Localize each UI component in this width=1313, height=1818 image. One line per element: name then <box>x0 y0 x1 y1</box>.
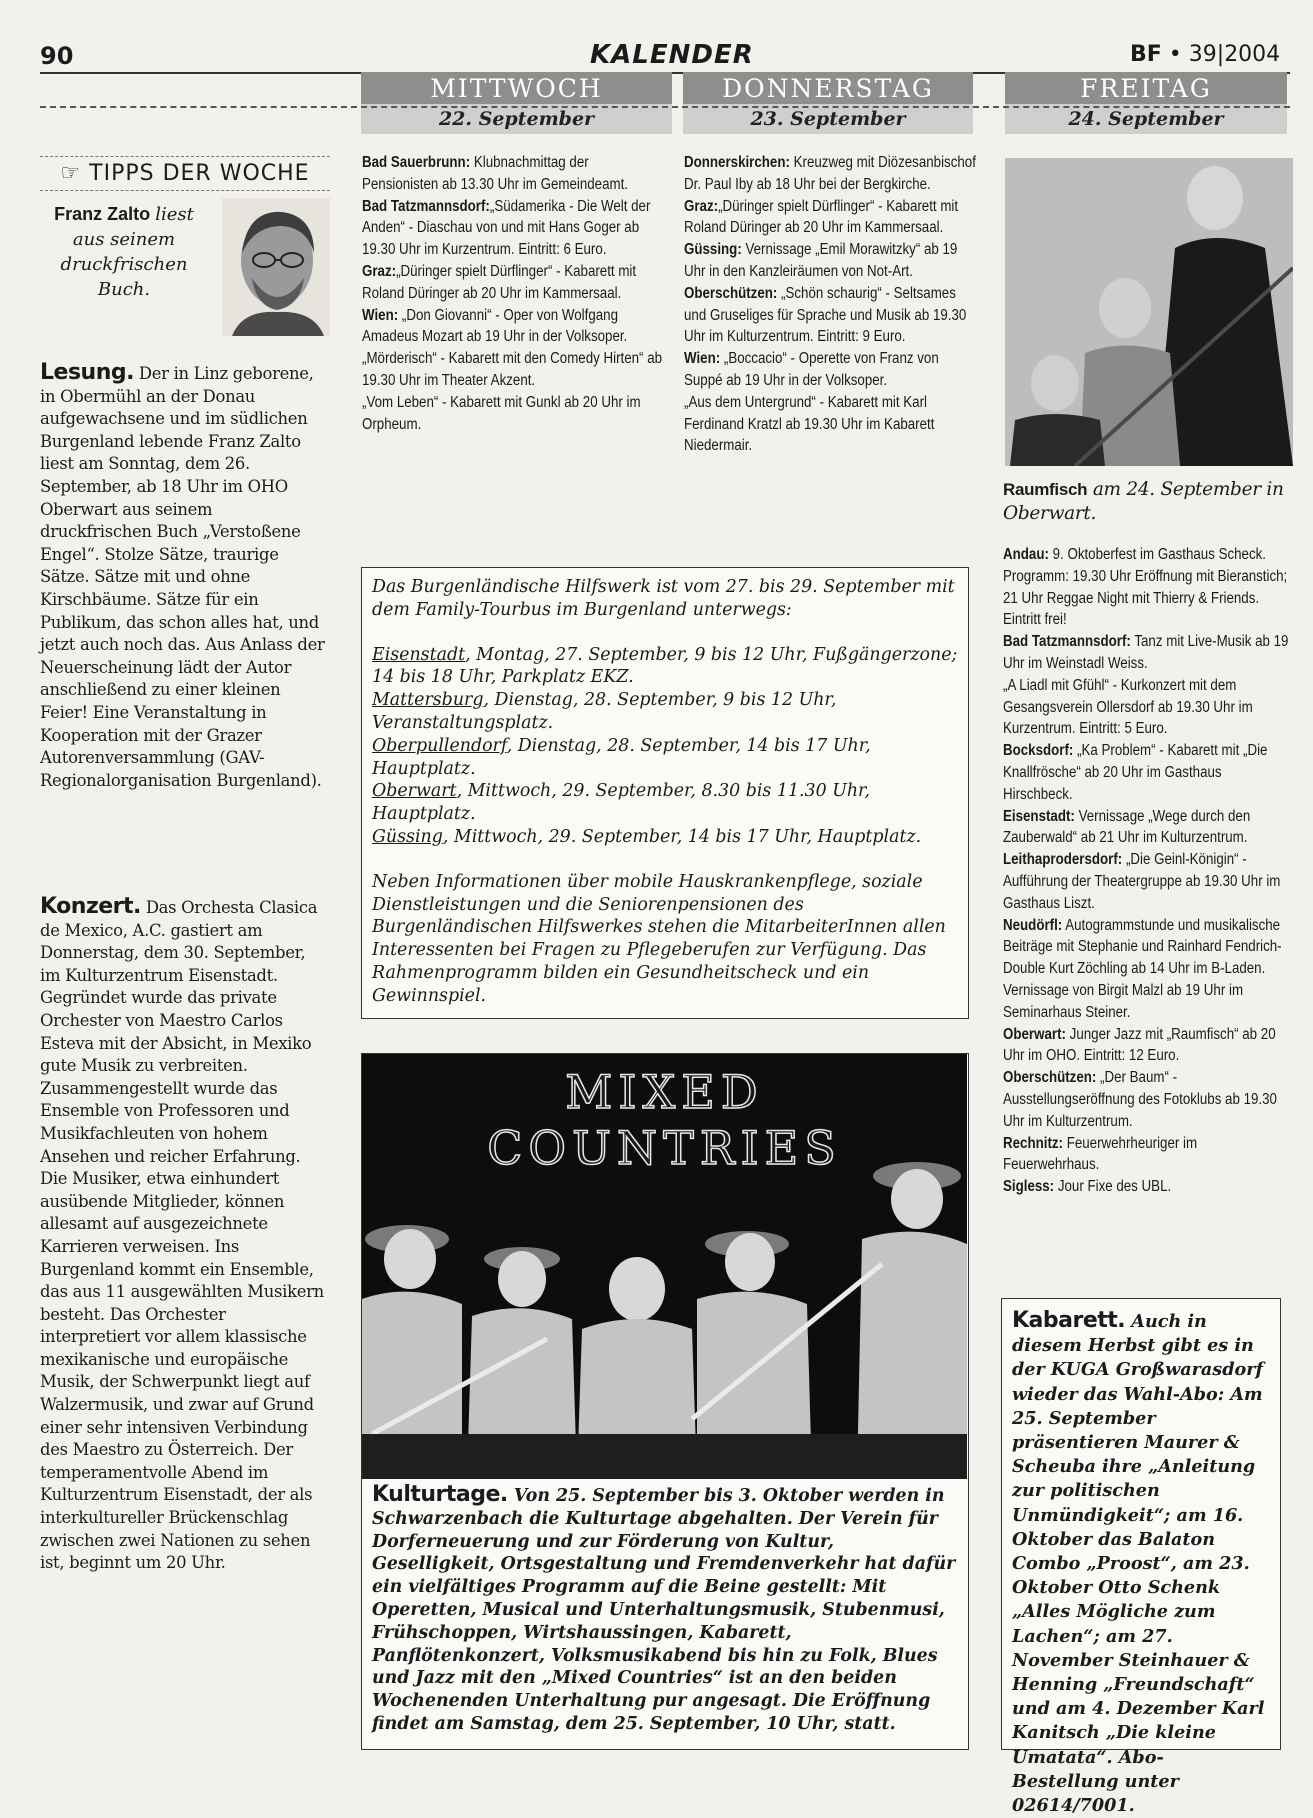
stop-place: Güssing <box>372 826 443 847</box>
event-place: Bad Tatzmannsdorf: <box>1003 633 1131 651</box>
event-place: Oberwart: <box>1003 1025 1066 1043</box>
event-place: Oberschützen: <box>1003 1069 1097 1087</box>
event-text: „A Liadl mit Gfühl“ - Kurkonzert mit dem Gesangsverein Ollersdorf ab 19.30 Uhr im Kurzentrum. Eintritt: 5 Euro. <box>1003 676 1253 738</box>
lesung-keyword: Lesung. <box>40 360 134 385</box>
event-text: Jour Fixe des UBL. <box>1057 1178 1172 1196</box>
kulturtage-article <box>372 1484 957 1736</box>
event-place: Rechnitz: <box>1003 1134 1063 1152</box>
event-entry <box>684 392 976 457</box>
event-place: Leithaprodersdorf: <box>1003 851 1123 869</box>
hilfswerk-box <box>361 567 969 1019</box>
event-place: Andau: <box>1003 546 1049 563</box>
event-place: Oberschützen: <box>684 284 778 302</box>
event-text: „Düringer spielt Dürflinger“ - Kabarett mit Roland Düringer ab 20 Uhr im Kammersaal. <box>362 262 637 302</box>
event-entry <box>1003 806 1294 850</box>
section-title: KALENDER <box>590 40 754 70</box>
kabarett-box <box>1001 1298 1281 1817</box>
hilfswerk-stop <box>372 780 958 826</box>
event-place: Wien: <box>684 350 721 368</box>
hilfswerk-intro: Das Burgenländische Hilfswerk ist vom 27. bis 29. September mit dem Family-Tourbus im Burgenland unterwegs: <box>372 577 955 620</box>
event-entry <box>1003 740 1294 805</box>
lesung-text: Der in Linz geborene, in Obermühl an der Donau aufgewachsene und im südlichen Burgenland lebende Franz Zalto liest am Sonntag, dem 26. September, ab 18 Uhr im OHO Oberwart aus seinem druckfrischen Buch „Verstoßene Engel“. Stolze Sätze, traurige Sätze. Sätze mit und ohne Kirschbäume. Sätze für ein Publikum, das schon alles hat, und jetzt auch noch das. Aus Anlass der Neuerscheinung lädt der Autor anschließend zu einer kleinen Feier! Eine Veranstaltung in Kooperation mit der Grazer Autorenversammlung (GAV-Regionalorganisation Burgenland). <box>40 364 325 790</box>
event-place: Wien: <box>362 306 399 324</box>
stop-text: , Dienstag, 28. September, 14 bis 17 Uhr, Hauptplatz. <box>372 735 871 779</box>
event-text: „Südamerika - Die Welt der Anden“ - Diaschau von und mit Hans Goger ab 19.30 Uhr im Kurzentrum. Eintritt: 6 Euro. <box>362 197 651 259</box>
separator: • <box>1168 42 1182 67</box>
event-text: „Aus dem Untergrund“ - Kabarett mit Karl Ferdinand Kratzl ab 19.30 Uhr im Kabarett Niedermair. <box>684 393 935 455</box>
day-header-mittwoch <box>361 72 672 134</box>
event-entry <box>362 196 663 261</box>
event-place: Donnerskirchen: <box>684 154 790 171</box>
issue-info <box>1130 42 1280 67</box>
hilfswerk-stop <box>372 689 958 735</box>
logo-line-1: MIXED <box>565 1065 764 1119</box>
event-text: „Der Baum“ - Ausstellungseröffnung des Fotoklubs ab 19.30 Uhr im Kulturzentrum. <box>1003 1069 1277 1130</box>
stop-place: Oberpullendorf <box>372 735 507 756</box>
freitag-listings <box>1003 544 1294 1198</box>
event-entry <box>684 196 976 240</box>
event-text: Feuerwehrheuriger im Feuerwehrhaus. <box>1003 1134 1198 1174</box>
event-text: „Vom Leben“ - Kabarett mit Gunkl ab 20 Uhr im Orpheum. <box>362 393 641 433</box>
event-entry <box>1003 544 1294 631</box>
event-entry <box>362 392 663 436</box>
zalto-caption <box>40 202 208 302</box>
event-place: Sigless: <box>1003 1178 1055 1196</box>
stop-text: , Dienstag, 28. September, 9 bis 12 Uhr, Veranstaltungsplatz. <box>372 690 837 733</box>
hilfswerk-stop <box>372 644 958 690</box>
event-text: „Düringer spielt Dürflinger“ - Kabarett mit Roland Düringer ab 20 Uhr im Kammersaal. <box>684 197 959 237</box>
stop-text: , Mittwoch, 29. September, 8.30 bis 11.30 Uhr, Hauptplatz. <box>372 781 870 825</box>
raumfisch-caption-text: am 24. September in Oberwart. <box>1003 479 1284 524</box>
event-text: Junger Jazz mit „Raumfisch“ ab 20 Uhr im OHO. Eintritt: 12 Euro. <box>1003 1025 1276 1065</box>
event-text: „Mörderisch“ - Kabarett mit den Comedy Hirten“ ab 19.30 Uhr im Theater Akzent. <box>362 350 663 389</box>
tipps-header <box>40 156 330 191</box>
event-place: Bad Tatzmannsdorf: <box>362 197 490 215</box>
stop-place: Mattersburg <box>372 690 484 711</box>
zalto-portrait <box>222 198 330 336</box>
weekday-label: MITTWOCH <box>430 74 603 103</box>
event-entry <box>1003 631 1294 675</box>
event-text: 9. Oktoberfest im Gasthaus Scheck. Programm: 19.30 Uhr Eröffnung mit Bieranstich; 21 Uhr Reggae Night mit Thierry & Friends. Eintritt frei! <box>1003 546 1288 629</box>
event-entry <box>1003 980 1294 1024</box>
weekday-label: FREITAG <box>1080 74 1212 103</box>
event-entry <box>362 305 663 349</box>
event-entry <box>1003 675 1294 740</box>
event-text: Kreuzweg mit Diözesanbischof Dr. Paul Iby ab 18 Uhr bei der Bergkirche. <box>684 154 976 193</box>
raumfisch-photo <box>1005 158 1293 466</box>
event-entry <box>684 239 976 283</box>
zalto-caption-text: liest aus seinem druckfrischen Buch. <box>60 204 194 300</box>
kabarett-text: Auch in diesem Herbst gibt es in der KUGA Großwarasdorf wieder das Wahl-Abo: Am 25. September präsentieren Maurer & Scheuba ihre „Anleitung zur politischen Unmündigkeit“; am 16. Oktober das Balaton Combo „Proost“, am 23. Oktober Otto Schenk „Alles Mögliche zum Lachen“; am 27. November Steinhauer & Henning „Freundschaft“ und am 4. Dezember Karl Kanitsch „Die kleine Umatata“. Abo-Bestellung unter 02614/7001. <box>1012 1311 1265 1817</box>
event-entry <box>1003 915 1294 980</box>
konzert-article <box>40 896 327 1575</box>
kabarett-keyword: Kabarett. <box>1012 1308 1126 1333</box>
stop-place: Eisenstadt <box>372 644 466 665</box>
band-illustration <box>362 1054 967 1479</box>
event-place: Graz: <box>362 262 397 280</box>
event-entry <box>684 283 976 348</box>
logo-line-2: COUNTRIES <box>487 1121 842 1175</box>
issue-number: 39|2004 <box>1188 42 1281 67</box>
hilfswerk-outro: Neben Informationen über mobile Hauskrankenpflege, soziale Dienstleistungen und die Seniorenpensionen des Burgenländischen Hilfswerkes stehen die MitarbeiterInnen allen Interessenten bei Fragen zu Pflegeberufen zur Verfügung. Das Rahmenprogramm bilden ein Gesundheitscheck und ein Gewinnspiel. <box>372 871 946 1006</box>
lesung-article <box>40 362 327 792</box>
event-entry <box>684 348 976 392</box>
event-entry <box>362 261 663 305</box>
hilfswerk-stop <box>372 826 958 849</box>
mittwoch-listings <box>362 152 663 435</box>
date-label: 23. September <box>683 104 973 134</box>
band-photo <box>362 1054 967 1479</box>
event-entry <box>362 152 663 196</box>
event-entry <box>684 152 976 196</box>
event-text: Vernissage „Emil Morawitzky“ ab 19 Uhr in den Kanzleiräumen von Not-Art. <box>684 241 958 280</box>
pointing-hand-icon: ☞ <box>60 161 82 186</box>
event-entry <box>1003 1133 1294 1177</box>
magazine-name: BF <box>1130 42 1162 67</box>
page-number: 90 <box>40 42 74 70</box>
tipps-title: TIPPS DER WOCHE <box>89 161 310 186</box>
konzert-text: Das Orchesta Clasica de Mexico, A.C. gastiert am Donnerstag, dem 30. September, im Kulturzentrum Eisenstadt. Gegründet wurde das private Orchester von Maestro Carlos Esteva mit der Absicht, in Mexiko gute Musik zu verbreiten. Zusammengestellt wurde das Ensemble von Professoren und Musikfachleuten von hohem Ansehen und reicher Erfahrung. Die Musiker, etwa einhundert ausübende Mitglieder, können allesamt auf ausgezeichnete Karrieren verweisen. Ins Burgenland kommt ein Ensemble, das aus 11 ausgewählten Musikern besteht. Das Orchester interpretiert vor allem klassische mexikanische und europäische Musik, der Schwerpunkt liegt auf Walzermusik, und zwar auf Grund einer sehr intensiven Verbindung des Maestro zu Österreich. Der temperamentvolle Abend im Kulturzentrum Eisenstadt, der als interkultureller Brückenschlag zwischen zwei Nationen zu sehen ist, beginnt um 20 Uhr. <box>40 898 324 1573</box>
day-header-freitag <box>1005 72 1287 134</box>
event-text: Klubnachmittag der Pensionisten ab 13.30 Uhr im Gemeindeamt. <box>362 154 629 193</box>
event-place: Neudörfl: <box>1003 916 1063 934</box>
event-entry <box>1003 849 1294 914</box>
date-label: 24. September <box>1005 104 1287 134</box>
raumfisch-caption <box>1003 478 1293 526</box>
event-entry <box>1003 1176 1294 1198</box>
event-entry <box>1003 1024 1294 1068</box>
event-place: Bad Sauerbrunn: <box>362 154 471 171</box>
event-text: „Boccacio“ - Operette von Franz von Suppé ab 19 Uhr in der Volksoper. <box>684 350 939 389</box>
event-place: Graz: <box>684 197 719 215</box>
kulturtage-keyword: Kulturtage. <box>372 1482 508 1507</box>
header-dashed-rule <box>40 106 1290 108</box>
event-text: „Don Giovanni“ - Oper von Wolfgang Amadeus Mozart ab 19 Uhr in der Volksoper. <box>362 306 628 346</box>
event-text: „Ka Problem“ - Kabarett mit „Die Knallfrösche“ ab 20 Uhr im Gasthaus Hirschbeck. <box>1003 742 1268 803</box>
event-text: „Die Geinl-Königin“ - Aufführung der Theatergruppe ab 19.30 Uhr im Gasthaus Liszt. <box>1003 851 1281 912</box>
stop-text: , Mittwoch, 29. September, 14 bis 17 Uhr, Hauptplatz. <box>442 826 922 847</box>
weekday-label: DONNERSTAG <box>722 74 934 103</box>
donnerstag-listings <box>684 152 976 457</box>
konzert-keyword: Konzert. <box>40 894 141 919</box>
hilfswerk-stop <box>372 735 958 781</box>
event-place: Eisenstadt: <box>1003 807 1075 825</box>
event-text: Tanz mit Live-Musik ab 19 Uhr im Weinstadl Weiss. <box>1003 633 1289 672</box>
event-text: Vernissage von Birgit Malzl ab 19 Uhr im Seminarhaus Steiner. <box>1003 981 1244 1021</box>
event-place: Bocksdorf: <box>1003 742 1074 760</box>
zalto-name: Franz Zalto <box>54 204 151 224</box>
day-header-donnerstag <box>683 72 973 134</box>
mixed-countries-box <box>361 1053 969 1750</box>
stop-text: , Montag, 27. September, 9 bis 12 Uhr, Fußgängerzone; 14 bis 18 Uhr, Parkplatz EKZ. <box>372 644 958 688</box>
event-text: Autogrammstunde und musikalische Beiträge mit Stephanie und Rainhard Fendrich-Double Kurt Zöchling ab 14 Uhr im B-Laden. <box>1003 916 1282 978</box>
kulturtage-text: Von 25. September bis 3. Oktober werden in Schwarzenbach die Kulturtage abgehalten. Der Verein für Dorferneuerung und zur Förderung von Kultur, Geselligkeit, Ortsgestaltung und Fremdenverkehr hat dafür ein vielfältiges Programm auf die Beine gestellt: Mit Operetten, Musical und Unterhaltungsmusik, Stubenmusi, Frühschoppen, Wirtshaussingen, Kabarett, Panflötenkonzert, Volksmusikabend bis hin zu Folk, Blues und Jazz mit den „Mixed Countries“ ist an den beiden Wochenenden Unterhaltung pur angesagt. Die Eröffnung findet am Samstag, dem 25. September, 10 Uhr, statt. <box>372 1486 956 1734</box>
stop-place: Oberwart <box>372 781 457 802</box>
raumfisch-name: Raumfisch <box>1003 480 1088 499</box>
event-entry <box>1003 1067 1294 1132</box>
event-entry <box>362 348 663 392</box>
event-place: Güssing: <box>684 241 742 259</box>
date-label: 22. September <box>361 104 672 134</box>
event-text: „Schön schaurig“ - Seltsames und Gruseliges für Sprache und Musik ab 19.30 Uhr im Kulturzentrum. Eintritt: 9 Euro. <box>684 284 967 346</box>
event-text: Vernissage „Wege durch den Zauberwald“ ab 21 Uhr im Kulturzentrum. <box>1003 807 1251 847</box>
